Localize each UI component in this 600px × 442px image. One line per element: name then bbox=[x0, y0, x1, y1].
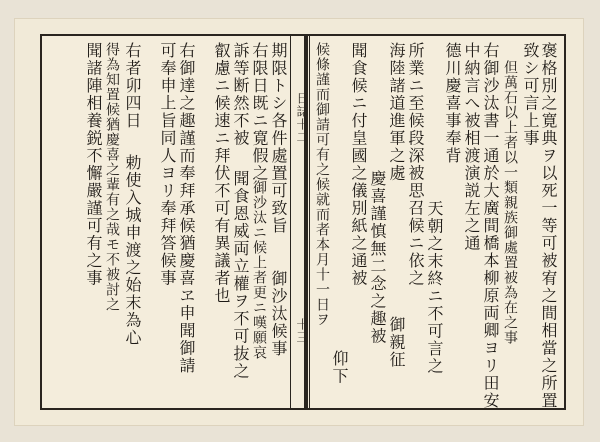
text-column: 德川慶喜事奉背 bbox=[443, 42, 462, 165]
text-column: 御沙汰ニ候上者更ニ嘆願哀 bbox=[251, 180, 267, 360]
text-column: 得為知置候猶慶喜之輩有之哉モ不被討之 bbox=[104, 42, 120, 312]
gutter-rule-left bbox=[290, 34, 291, 410]
text-column: 右御沙汰書一通於大廣間橋本柳原両卿ヨリ田安 bbox=[481, 42, 500, 410]
text-column: 致シ可言上事 bbox=[521, 42, 540, 147]
text-column: 候條謹而御請可有之候就而者本月十一日ヲ bbox=[314, 42, 330, 327]
text-column: 天朝之末終ニ不可言之 bbox=[425, 200, 444, 375]
text-column: 訴等断然不被 bbox=[231, 42, 250, 147]
folio-upper: 日誌十二 bbox=[295, 92, 309, 144]
text-column: 右者卯四日 bbox=[123, 42, 142, 130]
text-column: 海陸諸道進軍之處 bbox=[387, 42, 406, 182]
text-column: 期限トシ各件處置可致旨 bbox=[269, 42, 288, 235]
text-column: 勅使入城申渡之始末為心 bbox=[123, 154, 142, 347]
text-column: 可奉申上旨同人ヨリ奉拜答候事 bbox=[158, 42, 177, 287]
text-column: 中納言へ被相渡演説左之通 bbox=[462, 42, 481, 252]
text-column: 聞諸陣相養鋭不懈嚴謹可有之事 bbox=[84, 42, 103, 287]
text-column: 褒格別之寛典ヲ以死一等可被宥之間相當之所置 bbox=[539, 42, 558, 410]
text-column: 叡慮ニ候速ニ拜伏不可有異議者也 bbox=[212, 42, 231, 305]
text-column: 右御達之趣謹而奉拜承候猶慶喜ヱ申聞御請 bbox=[177, 42, 196, 375]
text-column: 聞食候ニ付皇國之儀別紙之通被 bbox=[349, 42, 368, 287]
text-column: 慶喜謹慎無二念之趣被 bbox=[368, 170, 387, 345]
text-column: 仰下 bbox=[330, 350, 349, 385]
gutter-rule-right bbox=[309, 34, 310, 410]
text-column: 聞食恩威両立權ヲ不可抜之 bbox=[231, 170, 250, 380]
text-column: 御沙汰候事 bbox=[269, 270, 288, 358]
folio-lower: 十三 bbox=[295, 318, 309, 344]
text-column: 御親征 bbox=[387, 316, 406, 369]
text-column: 右限日既ニ寛假之 bbox=[250, 42, 269, 182]
text-column: 但萬石以上者以一類親族御處置被為在之事 bbox=[502, 60, 518, 345]
text-column: 所業ニ至候段深被思召候ニ依之 bbox=[406, 42, 425, 287]
